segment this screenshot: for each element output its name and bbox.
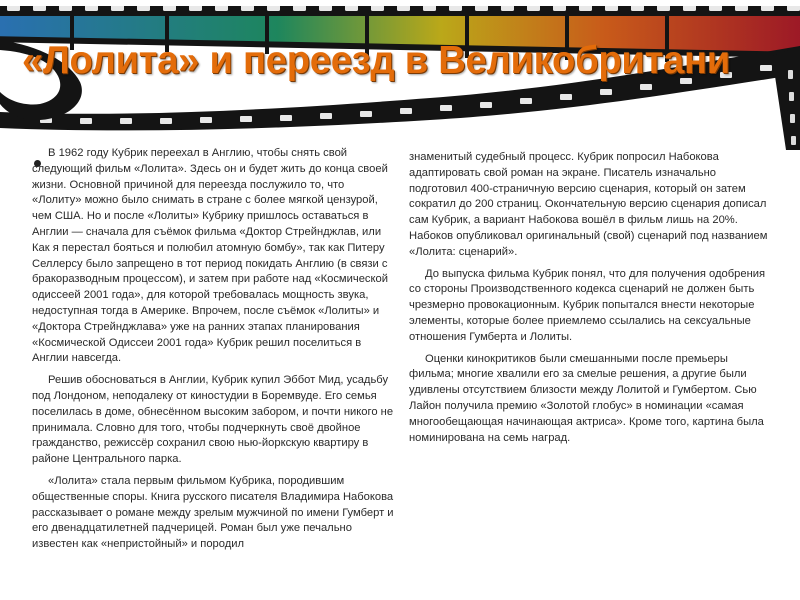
paragraph: Решив обосноваться в Англии, Кубрик купил Эббот Мид, усадьбу под Лондоном, неподалеку от киностудии в Боремвуде. Его семья поселилась в доме, обнесённом высоким забором, и почти никого не принимала. Словно для того, чтобы подчеркнуть своё двойное гражданство, режиссёр сохранил свою нью-йоркскую квартиру в районе Центрального парка. [32,374,394,466]
left-text-column [32,146,396,559]
paragraph: В 1962 году Кубрик переехал в Англию, чтобы снять свой следующий фильм «Лолита». Здесь он и будет жить до конца своей жизни. Основной причиной для переезда послужило то, что «Лолиту» можно было снимать в стране с более мягкой цензурой, чем США. Но и после «Лолиты» Кубрику пришлось оставаться в Англии — сначала для съёмок фильма «Доктор Стрейнджлав, или Как я перестал бояться и полюбил атомную бомбу», так как Питеру Селлерсу было запрещено в тот период покидать Англию (в связи с бракоразводным процессом), и затем при работе над «Космической одиссеей 2001 года», для которой требовалась мощность звука, недоступная тогда в Америке. Впрочем, после съёмок «Лолиты» и «Доктора Стрейнджлава» уже на ранних этапах планирования «Космической Одиссеи 2001 года» Кубрик решил поселиться в Англии навсегда. [32,147,388,365]
right-text-column [409,150,769,452]
paragraph: «Лолита» стала первым фильмом Кубрика, породившим общественные споры. Книга русского писателя Владимира Набокова рассказывает о романе между зрелым мужчиной по имени Гумберт и его двенадцатилетней падчерицей. Роман был уже печально известен как «непристойный» и породил [32,474,394,551]
paragraph: Оценки кинокритиков были смешанными после премьеры фильма; многие хвалили его за смелые решения, а другие были удивлены отсутствием близости между Лолитой и Гумбертом. Сью Лайон получила премию «Золотой глобус» в номинации «самая многообещающая начинающая актриса». Кроме того, картина была номинирована на семь наград. [409,352,764,444]
right-film-strip [772,46,800,150]
paragraph: До выпуска фильма Кубрик понял, что для получения одобрения со стороны Производственного кодекса сценарий не должен быть чрезмерно провокационным. Кубрик попытался внести некоторые элементы, которые более приемлемо ссылались на сексуальные отношения Гумберта и Лолиты. [409,267,766,343]
slide-title: «Лолита» и переезд в Великобритани [22,39,731,82]
paragraph-continuation: знаменитый судебный процесс. Кубрик попросил Набокова адаптировать свой роман на экране. Писатель изначально подготовил 400-страничную версию сценария, который он затем сократил до 200 страниц. Окончательную версию сценария дописал сам Кубрик, а вариант Набокова вошёл в фильм лишь на 20%. Набоков опубликовал оригинальный (свой) сценарий под названием «Лолита: сценарий». [409,151,768,258]
